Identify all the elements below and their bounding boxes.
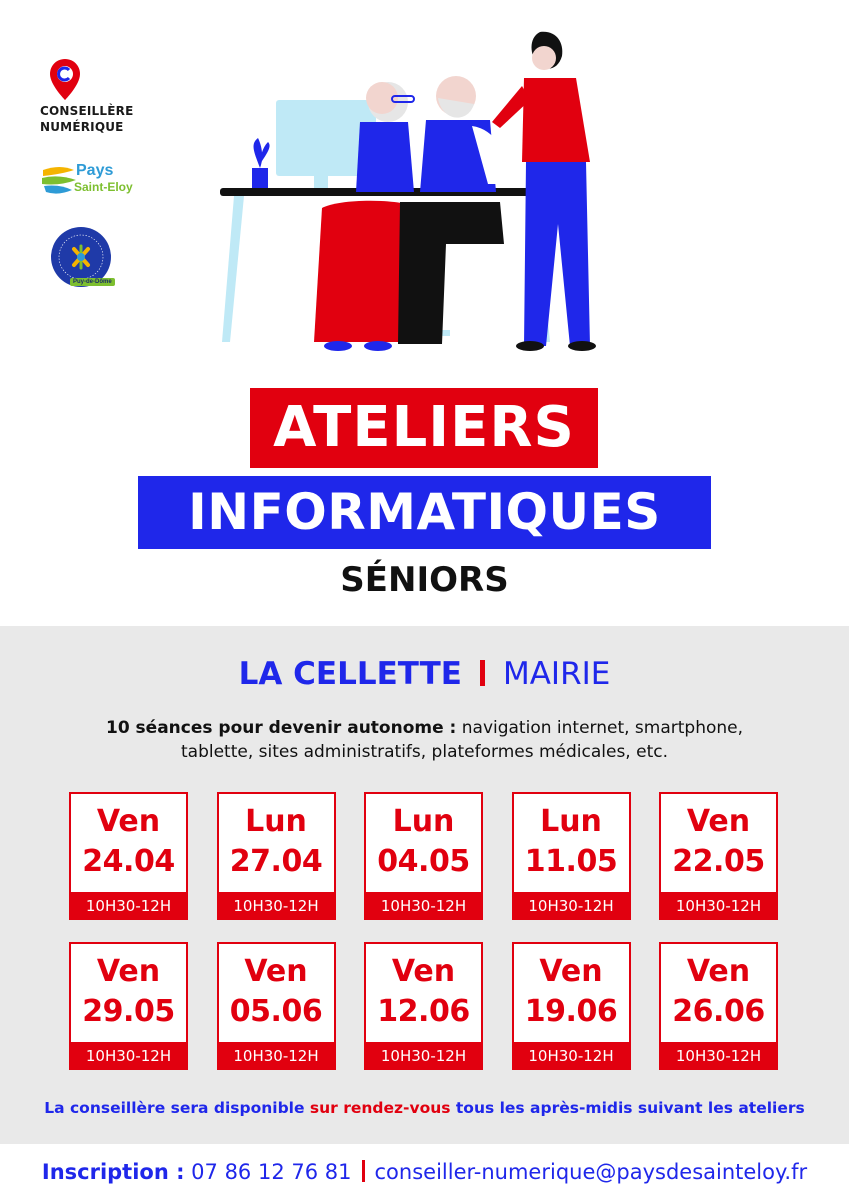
conseillere-numerique-logo [40,58,150,134]
session-day: Ven [96,804,161,839]
location-heading [0,650,849,698]
session-date: 24.04 [82,844,175,879]
session-card [217,942,336,1070]
session-card [512,792,631,920]
seniors-computer-illustration [210,12,650,352]
session-date: 12.06 [377,994,470,1029]
contact-footer [0,1152,849,1192]
session-time: 10H30-12H [217,892,336,920]
session-card [364,792,483,920]
session-time: 10H30-12H [69,892,188,920]
note-part1: La conseillère sera disponible [44,1099,310,1117]
note-part2: tous les après-midis suivant les ateliers [450,1099,805,1117]
session-day: Ven [686,954,751,989]
session-day: Ven [244,954,308,989]
location-separator [480,660,485,686]
session-day: Ven [539,954,603,989]
email-link[interactable]: conseiller-numerique@paysdesainteloy.fr [374,1160,808,1184]
session-card [217,792,336,920]
pays-logo-title: Pays [76,162,114,179]
description-line1 [0,716,849,740]
session-time: 10H30-12H [217,1042,336,1070]
session-card [364,942,483,1070]
communaute-logo [42,226,122,296]
location-town: LA CELLETTE [238,656,462,692]
inscription-label: Inscription : [41,1160,185,1184]
session-day: Ven [96,954,161,989]
title-informatiques: INFORMATIQUES [138,476,711,549]
session-card [512,942,631,1070]
session-time: 10H30-12H [364,892,483,920]
session-date: 26.06 [672,994,765,1029]
session-time: 10H30-12H [659,892,778,920]
communaute-logo-tag: Puy-de-Dôme [70,278,115,286]
description-rest: navigation internet, smartphone, [456,718,744,738]
note-accent: sur rendez-vous [309,1099,451,1117]
conseillere-logo-line2: NUMÉRIQUE [40,120,124,134]
session-time: 10H30-12H [364,1042,483,1070]
session-date: 29.05 [82,994,175,1029]
session-grid [69,792,781,1072]
footer-separator [362,1160,365,1182]
session-day: Ven [686,804,751,839]
description-bold: 10 séances pour devenir autonome : [105,718,457,738]
session-time: 10H30-12H [512,892,631,920]
title-seniors: SÉNIORS [340,560,509,600]
availability-note [0,1096,849,1120]
conseillere-logo-line1: CONSEILLÈRE [40,104,134,118]
session-card [659,792,778,920]
session-day: Lun [540,804,602,839]
session-time: 10H30-12H [659,1042,778,1070]
map-pin-icon [48,58,82,102]
pays-logo-subtitle: Saint-Eloy [74,180,133,194]
session-date: 27.04 [229,844,323,879]
description [0,716,849,764]
pays-saint-eloy-logo [40,158,150,206]
session-date: 04.05 [377,844,470,879]
session-day: Lun [392,804,455,839]
session-date: 22.05 [672,844,765,879]
phone-number[interactable]: 07 86 12 76 81 [184,1160,352,1184]
session-time: 10H30-12H [69,1042,188,1070]
description-line2: tablette, sites administratifs, plateformes médicales, etc. [180,742,668,762]
location-place: MAIRIE [502,656,611,692]
session-time: 10H30-12H [512,1042,631,1070]
session-day: Lun [245,804,307,839]
title-ateliers: ATELIERS [250,388,598,468]
session-date: 05.06 [229,994,323,1029]
session-date: 19.06 [524,994,618,1029]
session-date: 11.05 [524,844,618,879]
session-card [69,792,188,920]
session-card [659,942,778,1070]
session-day: Ven [391,954,456,989]
session-card [69,942,188,1070]
